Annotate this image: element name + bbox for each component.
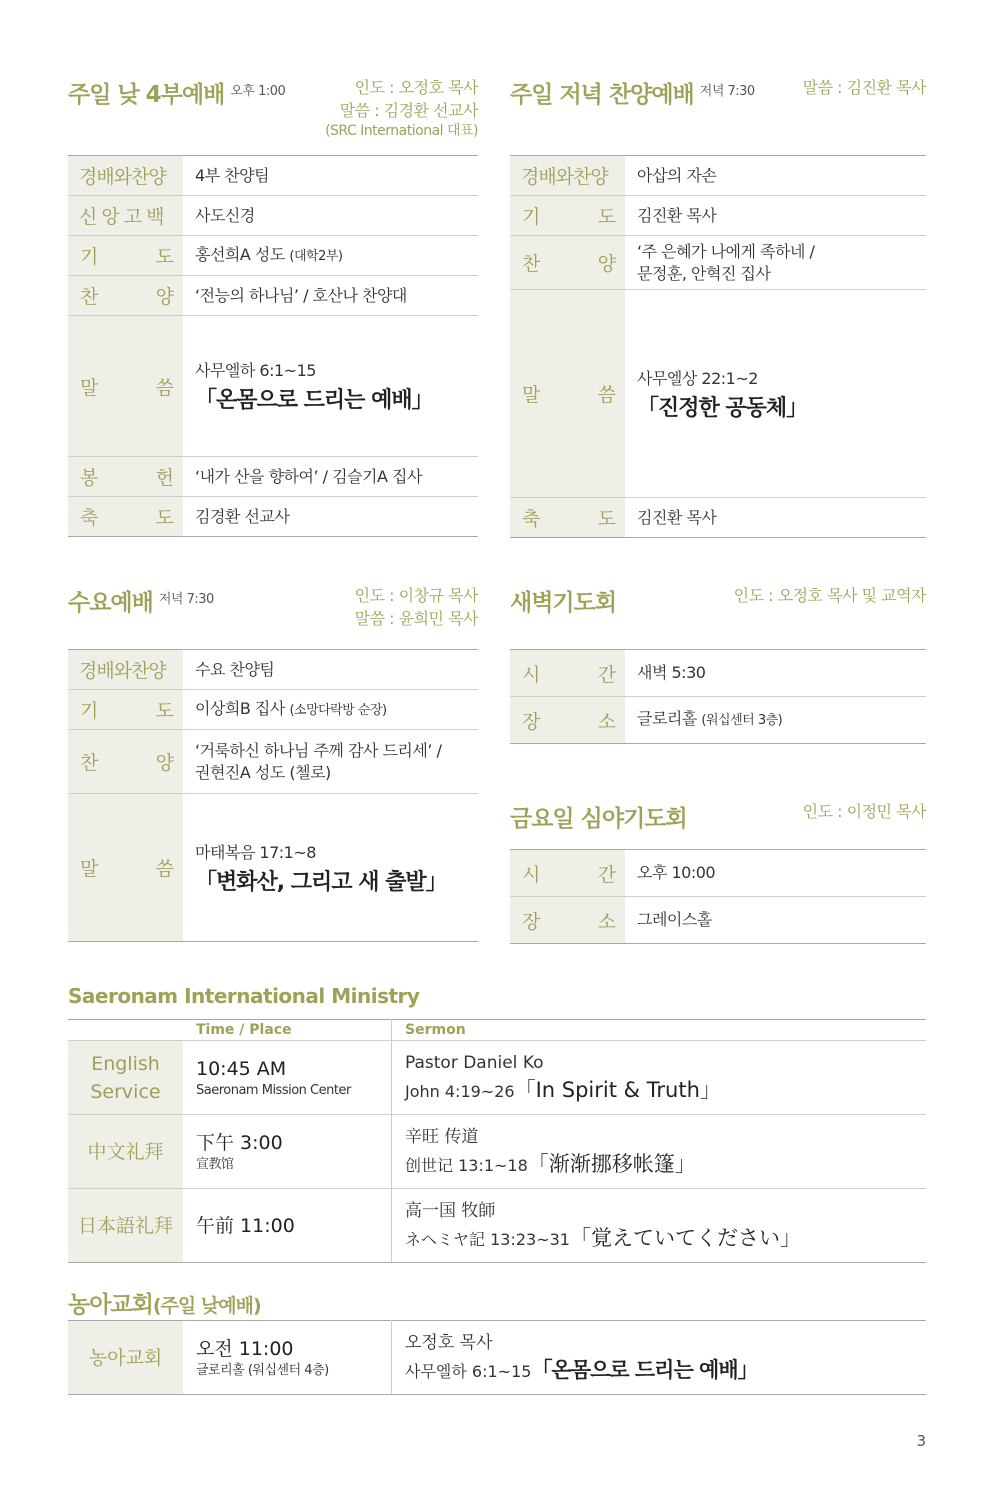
table-row: 시 간 오후 10:00 (510, 850, 926, 897)
sunday-evening-table (510, 155, 926, 538)
table-row: 장 소 그레이스홀 (510, 897, 926, 944)
wednesday-table (68, 649, 478, 942)
sunday-evening-section (510, 76, 926, 542)
intl-table (68, 1019, 926, 1263)
sunday4-title: 주일 낮 4부예배 $^{오후 1:00}$ (68, 82, 286, 108)
table-row: 기 도 이상희B 집사 (소망다락방 순장) (68, 690, 478, 730)
sermon-title: 「온몸으로 드리는 예배」 (195, 388, 433, 413)
wednesday-title: 수요예배 $^{저녁 7:30}$ (68, 590, 214, 616)
table-row: 봉 헌 ‘내가 산을 향하여’ / 김슬기A 집사 (68, 457, 478, 497)
table-row: 말 씀 마태복음 17:1~8 「변화산, 그리고 새 출발」 (68, 794, 478, 942)
wednesday-section (68, 584, 478, 946)
friday-title: 금요일 심야기도회 (510, 806, 687, 832)
table-row: English Service 10:45 AM Saeronam Mission Center Pastor Daniel Ko John 4:19~26「In Spirit & Truth」 (68, 1041, 926, 1115)
table-row: 축 도 김진환 목사 (510, 498, 926, 538)
sunday4-section (68, 76, 478, 542)
friday-table (510, 849, 926, 944)
table-row: 말 씀 사무엘하 6:1~15 「온몸으로 드리는 예배」 (68, 316, 478, 457)
dawn-section (510, 584, 926, 746)
table-row: 신 앙 고 백 사도신경 (68, 196, 478, 236)
wednesday-lead: 인도 : 이창규 목사 말씀 : 윤희민 목사 (354, 586, 478, 628)
sunday-evening-title: 주일 저녁 찬양예배 $^{저녁 7:30}$ (510, 82, 755, 108)
table-row: 日本語礼拜 午前 11:00 高一国 牧師 ネヘミヤ記 13:23~31「覚えていてください」 (68, 1189, 926, 1263)
table-header: Time / Place Sermon (68, 1020, 926, 1041)
table-row: 말 씀 사무엘상 22:1~2 「진정한 공동체」 (510, 290, 926, 498)
table-row: 시 간 새벽 5:30 (510, 650, 926, 697)
table-row: 경배와찬양 수요 찬양팀 (68, 650, 478, 690)
sermon-title: 「변화산, 그리고 새 출발」 (195, 869, 447, 895)
dawn-table (510, 649, 926, 744)
table-row: 찬 양 ‘거룩하신 하나님 주께 감사 드리세’ / 권현진A 성도 (첼로) (68, 730, 478, 794)
friday-lead: 인도 : 이정민 목사 (802, 802, 926, 821)
friday-section (510, 800, 926, 946)
table-row: 경배와찬양 4부 찬양팀 (68, 156, 478, 196)
nonga-table (68, 1320, 926, 1395)
sermon-title: 「진정한 공동체」 (637, 395, 808, 421)
nonga-title: 농아교회(주일 낮예배) (68, 1292, 261, 1318)
table-row: 농아교회 오전 11:00 글로리홀 (워십센터 4층) 오정호 목사 사무엘하 6:1~15「온몸으로 드리는 예배」 (68, 1321, 926, 1395)
sunday-evening-lead: 말씀 : 김진환 목사 (802, 78, 926, 97)
sunday4-table (68, 155, 478, 537)
table-row: 기 도 김진환 목사 (510, 196, 926, 236)
sunday4-lead: 인도 : 오정호 목사 말씀 : 김경환 선교사 (SRC International 대표) (325, 78, 478, 139)
dawn-lead: 인도 : 오정호 목사 및 교역자 (733, 586, 926, 605)
table-row: 中文礼拜 下午 3:00 宣教馆 辛旺 传道 创世记 13:1~18「渐渐挪移帐篷」 (68, 1115, 926, 1189)
table-row: 찬 양 ‘전능의 하나님’ / 호산나 찬양대 (68, 276, 478, 316)
table-row: 장 소 글로리홀 (워십센터 3층) (510, 697, 926, 744)
table-row: 축 도 김경환 선교사 (68, 497, 478, 537)
intl-title: Saeronam International Ministry (68, 984, 420, 1008)
table-row: 경배와찬양 아삽의 자손 (510, 156, 926, 196)
dawn-title: 새벽기도회 (510, 590, 617, 616)
page-number: 3 (916, 1432, 926, 1450)
table-row: 기 도 홍선희A 성도 (대학2부) (68, 236, 478, 276)
table-row: 찬 양 ‘주 은혜가 나에게 족하네 / 문정훈, 안혁진 집사 (510, 236, 926, 290)
